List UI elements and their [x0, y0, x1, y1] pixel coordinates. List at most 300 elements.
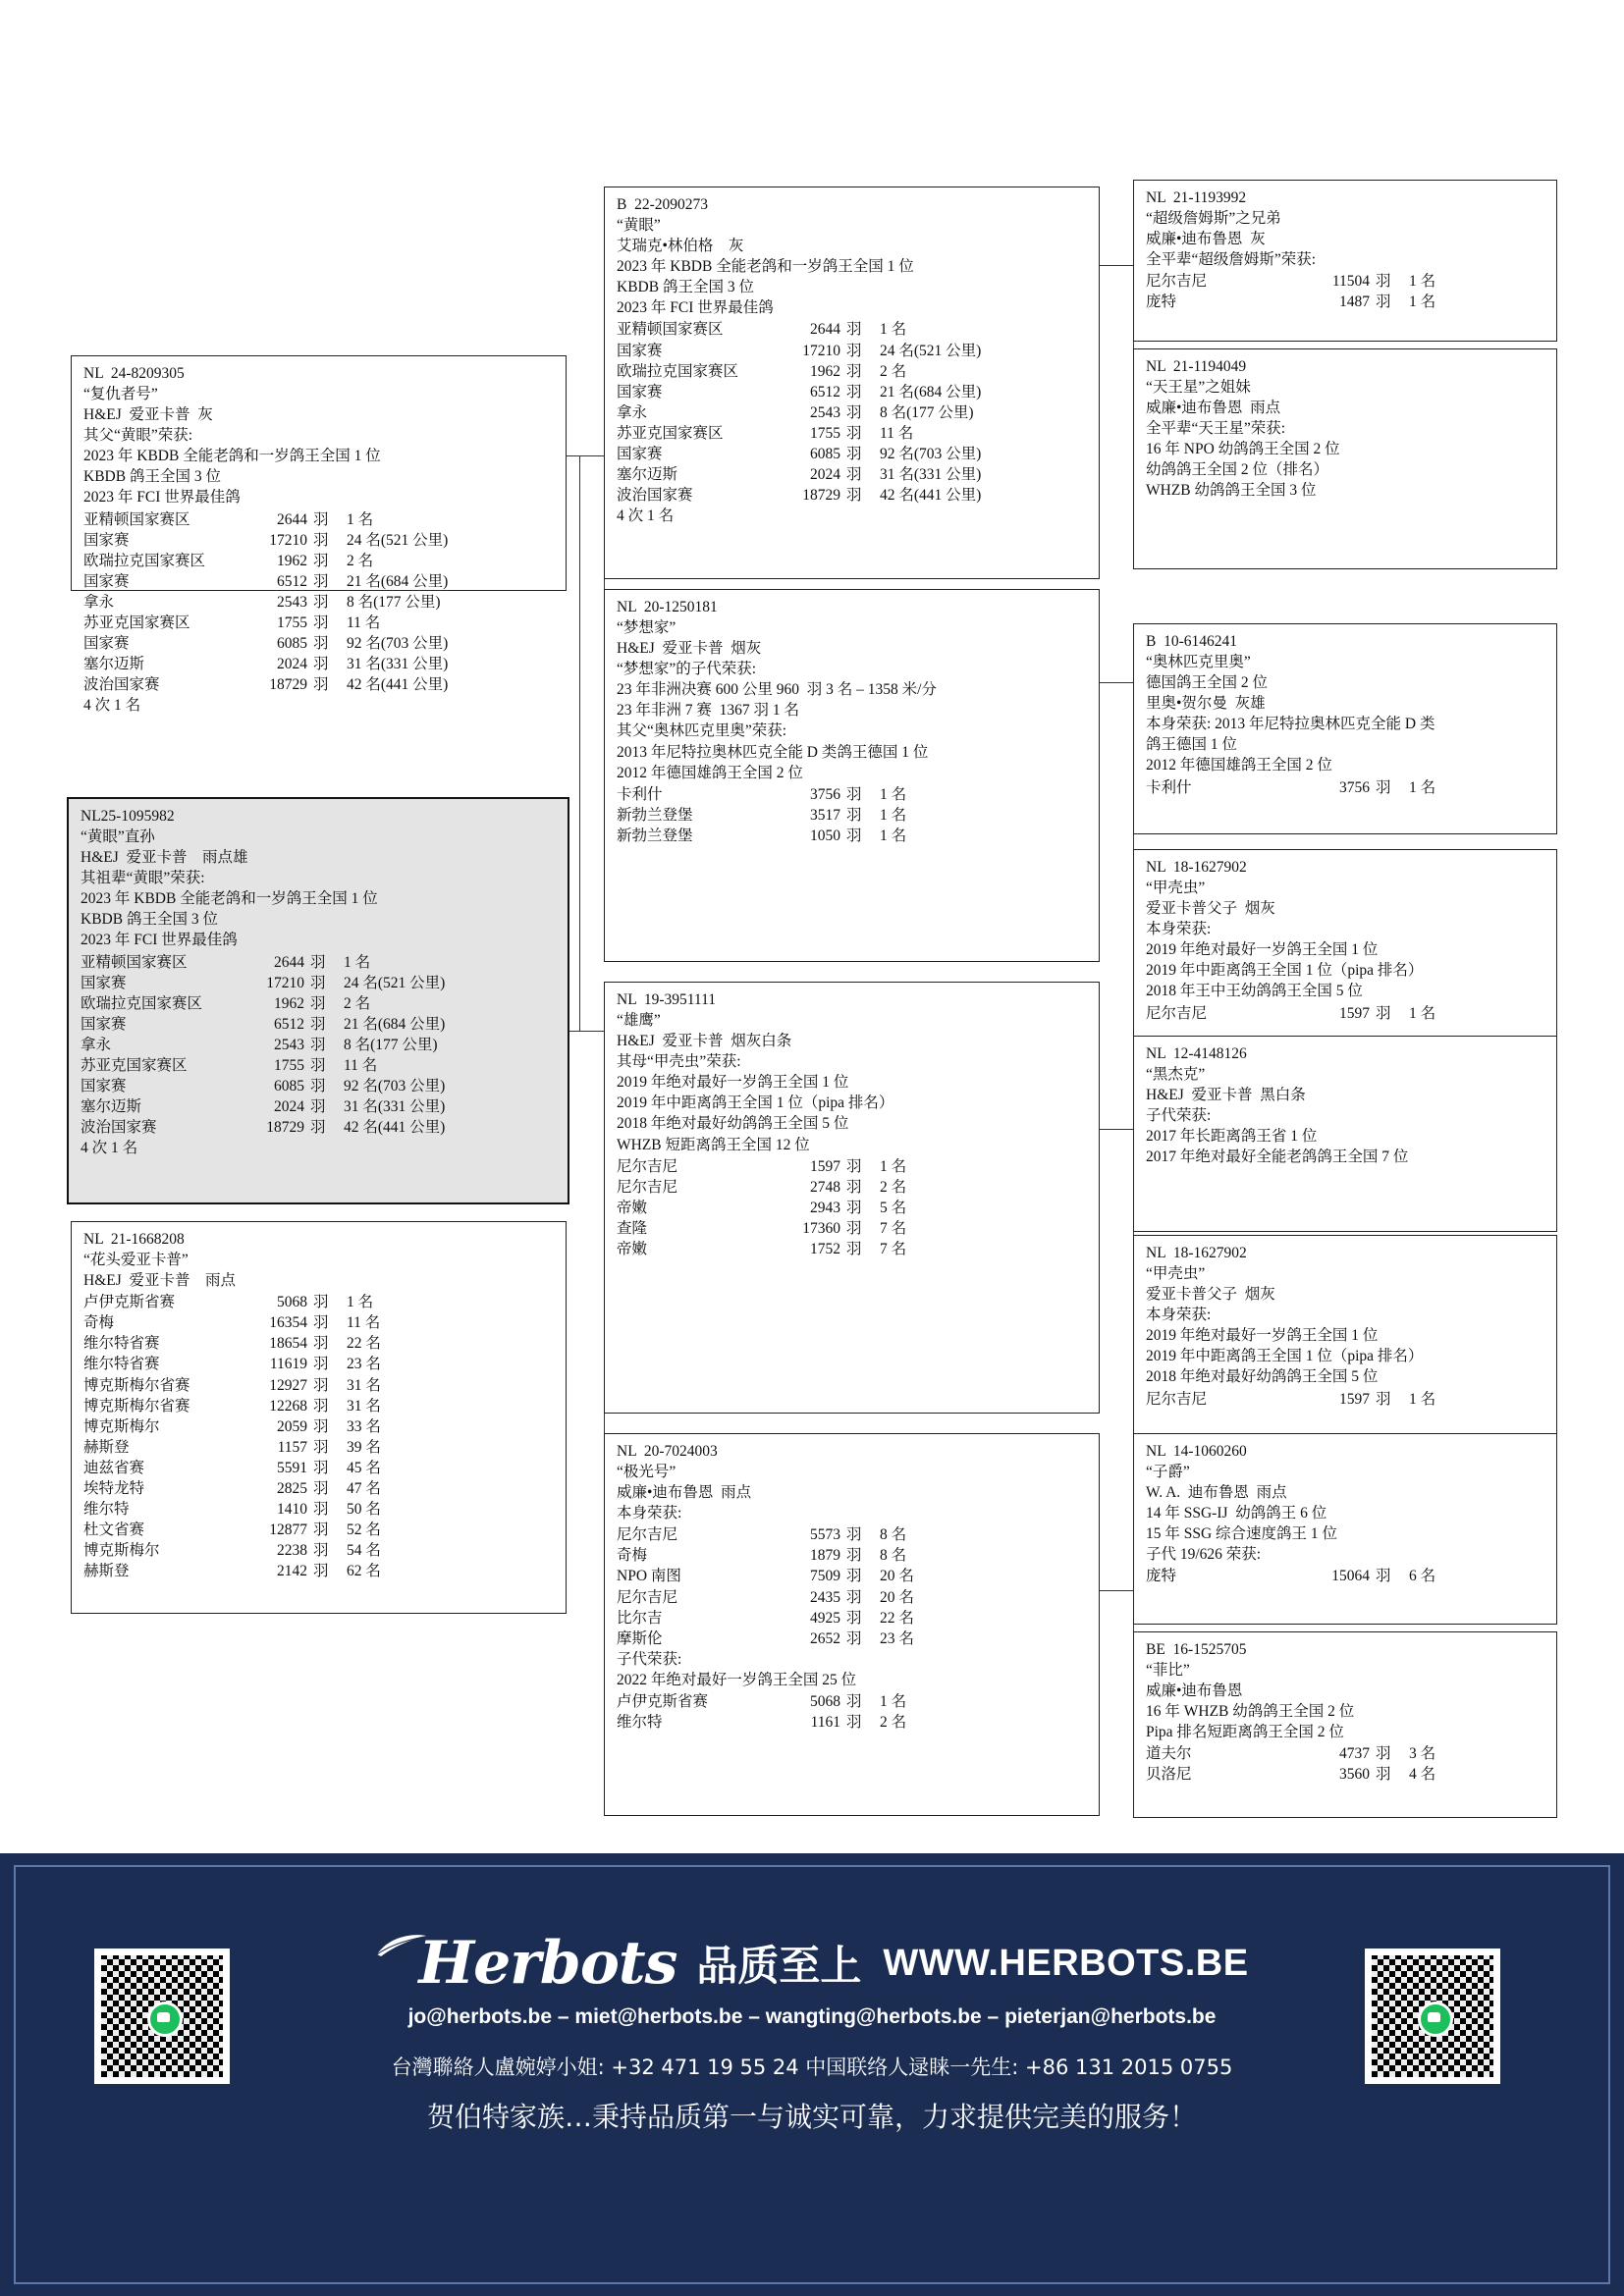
result-cell: 羽: [1376, 1004, 1391, 1022]
result-cell: 2543: [810, 403, 840, 421]
box-text-line: “菲比”: [1146, 1662, 1190, 1680]
result-rows: [1146, 271, 1546, 312]
ring-number: B 22-2090273: [617, 196, 708, 213]
result-cell: 羽: [313, 614, 329, 631]
result-cell: 羽: [313, 635, 329, 653]
result-row: [1146, 1566, 1546, 1586]
result-cell: 羽: [310, 1015, 326, 1033]
result-cell: 11 名: [347, 1314, 381, 1332]
result-cell: 羽: [1376, 273, 1391, 291]
box-text-line: 子代 19/626 荣获:: [1146, 1546, 1262, 1564]
result-cell: 维尔特省赛: [83, 1335, 160, 1353]
result-cell: 1 名: [880, 321, 907, 339]
result-row: [83, 633, 556, 654]
result-cell: 4925: [810, 1609, 840, 1627]
result-cell: 羽: [846, 424, 862, 442]
result-cell: 1597: [810, 1157, 840, 1175]
result-cell: 国家赛: [617, 445, 663, 462]
result-cell: 苏亚克国家赛区: [81, 1056, 188, 1074]
result-cell: 羽: [310, 1036, 326, 1053]
result-cell: 国家赛: [83, 572, 130, 590]
box-text-line: 德国鸽王全国 2 位: [1146, 674, 1269, 692]
result-cell: 2644: [277, 510, 307, 528]
result-cell: 羽: [310, 1056, 326, 1074]
brand-wordmark: Herbots: [418, 1929, 677, 1998]
box-tail: [617, 1649, 1089, 1690]
result-cell: 5573: [810, 1526, 840, 1544]
box-text-line: H&EJ 爱亚卡普 雨点雄: [81, 849, 248, 867]
result-cell: 羽: [310, 1078, 326, 1095]
result-row: [617, 1587, 1089, 1608]
result-cell: 23 名: [880, 1629, 914, 1647]
result-row: [617, 1608, 1089, 1629]
connector: [1100, 265, 1133, 266]
result-cell: 尼尔吉尼: [1146, 1390, 1208, 1408]
box-tail: [81, 1138, 558, 1158]
result-cell: 2 名: [880, 362, 907, 380]
result-cell: 1 名: [1409, 778, 1436, 796]
box-text-line: 16 年 WHZB 幼鸽鸽王全国 2 位: [1146, 1703, 1355, 1721]
result-cell: 羽: [313, 1501, 329, 1519]
result-cell: 帝嫩: [617, 1240, 648, 1257]
pedigree-box-ggf-3: [1133, 1036, 1557, 1232]
result-cell: 1 名: [347, 510, 374, 528]
box-text-line: H&EJ 爱亚卡普 雨点: [83, 1272, 237, 1290]
ring-number: NL 20-7024003: [617, 1443, 718, 1460]
result-row: [83, 1540, 556, 1561]
result-cell: 欧瑞拉克国家赛区: [617, 362, 739, 380]
result-cell: 1597: [1339, 1004, 1370, 1022]
result-cell: 拿永: [81, 1036, 112, 1053]
result-cell: 羽: [846, 403, 862, 421]
brand-slogan-cn: 品质至上: [696, 1942, 862, 1990]
result-cell: 1 名: [347, 1294, 374, 1311]
box-text-line: “天王星”之姐妹: [1146, 379, 1251, 397]
result-cell: 维尔特省赛: [83, 1356, 160, 1373]
result-cell: 羽: [846, 1588, 862, 1606]
result-row: [81, 1096, 558, 1117]
result-cell: 羽: [846, 827, 862, 844]
result-cell: 羽: [313, 1563, 329, 1580]
box-text-line: WHZB 幼鸽鸽王全国 3 位: [1146, 482, 1317, 500]
result-cell: 塞尔迈斯: [83, 656, 145, 673]
result-row: [617, 444, 1089, 464]
result-cell: 亚精顿国家赛区: [617, 321, 724, 339]
box-text-line: 2018 年绝对最好幼鸽鸽王全国 5 位: [1146, 1368, 1379, 1386]
box-text-line: 2023 年 FCI 世界最佳鸽: [617, 299, 774, 317]
result-row: [83, 1561, 556, 1581]
box-text-line: 2019 年绝对最好一岁鸽王全国 1 位: [617, 1074, 849, 1092]
result-row: [1146, 1743, 1546, 1764]
result-cell: 羽: [846, 806, 862, 824]
box-text-line: 2023 年 FCI 世界最佳鸽: [81, 932, 238, 949]
result-row: [617, 1198, 1089, 1218]
result-cell: 2748: [810, 1178, 840, 1196]
box-text-line: 14 年 SSG-IJ 幼鸽鸽王 6 位: [1146, 1505, 1327, 1522]
result-cell: 2238: [277, 1542, 307, 1560]
result-cell: 羽: [846, 1157, 862, 1175]
result-cell: 11 名: [344, 1056, 378, 1074]
result-cell: 1755: [274, 1056, 304, 1074]
ring-number: NL 12-4148126: [1146, 1045, 1247, 1062]
result-row: [617, 485, 1089, 506]
result-cell: 7 名: [880, 1219, 907, 1237]
result-cell: 1050: [810, 827, 840, 844]
result-cell: 羽: [313, 593, 329, 611]
result-row: [83, 1354, 556, 1374]
result-cell: 苏亚克国家赛区: [617, 424, 724, 442]
result-cell: 羽: [846, 1547, 862, 1565]
result-cell: 博克斯梅尔: [83, 1417, 160, 1435]
result-cell: 1962: [277, 552, 307, 569]
brand-row: [0, 1929, 1624, 1998]
contact-phones: 台灣聯絡人盧婉婷小姐: +32 471 19 55 24 中国联络人逯睐一先生: +86 131 2015 0755: [391, 2056, 1233, 2079]
result-cell: 奇梅: [83, 1314, 115, 1332]
result-cell: 羽: [313, 552, 329, 569]
website-url[interactable]: WWW.HERBOTS.BE: [883, 1942, 1249, 1984]
result-rows: [617, 1156, 1089, 1259]
box-text-line: 威廉•迪布鲁恩 雨点: [1146, 400, 1281, 417]
result-cell: 羽: [846, 1240, 862, 1257]
result-cell: 42 名(441 公里): [347, 676, 449, 694]
result-row: [83, 654, 556, 674]
box-lines: [617, 1010, 1089, 1155]
result-cell: 新勃兰登堡: [617, 806, 693, 824]
result-cell: 1 名: [1409, 294, 1436, 311]
result-cell: 21 名(684 公里): [347, 572, 449, 590]
result-cell: 贝洛尼: [1146, 1766, 1192, 1784]
result-cell: 92 名(703 公里): [347, 635, 449, 653]
result-cell: 赫斯登: [83, 1438, 130, 1456]
box-text-line: 2017 年长距离鸽王省 1 位: [1146, 1128, 1318, 1146]
result-cell: 羽: [1376, 778, 1391, 796]
result-cell: 2024: [810, 466, 840, 484]
box-text-line: KBDB 鸽王全国 3 位: [83, 468, 221, 486]
result-cell: 博克斯梅尔省赛: [83, 1376, 190, 1394]
result-cell: 羽: [313, 676, 329, 694]
footer-tagline: 贺伯特家族…秉持品质第一与诚实可靠，力求提供完美的服务！: [426, 2101, 1197, 2133]
result-cell: 卡利什: [1146, 778, 1192, 796]
box-text-line: H&EJ 爱亚卡普 烟灰白条: [617, 1033, 792, 1050]
result-cell: 7 名: [880, 1240, 907, 1257]
result-cell: 45 名: [347, 1459, 381, 1476]
result-cell: 39 名: [347, 1438, 381, 1456]
result-cell: 羽: [313, 656, 329, 673]
result-cell: 3756: [810, 785, 840, 803]
ring-number: BE 16-1525705: [1146, 1641, 1247, 1658]
result-cell: 亚精顿国家赛区: [81, 953, 188, 971]
result-cell: 羽: [846, 785, 862, 803]
box-text-line: 威廉•迪布鲁恩 灰: [1146, 231, 1266, 248]
box-text-line: 2012 年德国雄鸽王全国 2 位: [1146, 757, 1332, 774]
result-cell: NPO 南图: [617, 1568, 681, 1585]
result-cell: 道夫尔: [1146, 1745, 1192, 1763]
result-cell: 拿永: [83, 593, 115, 611]
result-cell: 羽: [846, 1199, 862, 1216]
box-text-line: 威廉•迪布鲁恩 雨点: [617, 1484, 752, 1502]
result-cell: 尼尔吉尼: [1146, 273, 1208, 291]
box-text-line: 本身荣获:: [1146, 921, 1212, 938]
result-cell: 埃特龙特: [83, 1479, 145, 1497]
box-text-line: 子代荣获:: [617, 1650, 682, 1668]
box-text-line: 2022 年绝对最好一岁鸽王全国 25 位: [617, 1671, 857, 1688]
box-text-line: H&EJ 爱亚卡普 烟灰: [617, 640, 762, 658]
box-text-line: 2019 年中距离鸽王全国 1 位（pipa 排名）: [617, 1095, 894, 1112]
result-row: [617, 464, 1089, 485]
box-lines: [1146, 878, 1546, 1001]
box-text-line: KBDB 鸽王全国 3 位: [617, 279, 754, 296]
result-row: [81, 1076, 558, 1096]
ring-number: NL 18-1627902: [1146, 1245, 1247, 1261]
result-cell: 赫斯登: [83, 1563, 130, 1580]
result-row: [617, 1239, 1089, 1259]
ring-number: NL 24-8209305: [83, 365, 185, 382]
result-row: [83, 1499, 556, 1520]
result-cell: 1 名: [880, 827, 907, 844]
result-row: [83, 551, 556, 571]
box-text-line: “雄鹰”: [617, 1012, 661, 1030]
result-row: [83, 509, 556, 530]
result-cell: 18729: [266, 1119, 304, 1137]
contact-emails[interactable]: jo@herbots.be – miet@herbots.be – wangting@herbots.be – pieterjan@herbots.be: [407, 2005, 1217, 2028]
result-row: [1146, 1003, 1546, 1024]
result-cell: 3756: [1339, 778, 1370, 796]
result-cell: 24 名(521 公里): [880, 342, 982, 359]
result-cell: 47 名: [347, 1479, 381, 1497]
pedigree-box-ggm-1: [1133, 348, 1557, 569]
result-cell: 尼尔吉尼: [617, 1178, 678, 1196]
result-cell: 20 名: [880, 1568, 914, 1585]
pedigree-box-mother: [71, 1221, 567, 1614]
result-cell: 24 名(521 公里): [344, 974, 446, 991]
box-text-line: 2019 年中距离鸽王全国 1 位（pipa 排名）: [1146, 962, 1424, 980]
result-row: [617, 1218, 1089, 1239]
box-lines: [1146, 377, 1546, 501]
result-cell: 2652: [810, 1629, 840, 1647]
result-cell: 卢伊克斯省赛: [617, 1692, 709, 1710]
box-text-line: 23 年非洲决赛 600 公里 960 羽 3 名 – 1358 米/分: [617, 681, 937, 699]
box-text-line: 2019 年绝对最好一岁鸽王全国 1 位: [1146, 941, 1379, 959]
box-text-line: 2023 年 FCI 世界最佳鸽: [83, 489, 241, 507]
pedigree-box-grandfather-paternal: [604, 187, 1100, 579]
result-cell: 苏亚克国家赛区: [83, 614, 190, 631]
result-cell: 50 名: [347, 1501, 381, 1519]
result-cell: 新勃兰登堡: [617, 827, 693, 844]
result-cell: 6085: [277, 635, 307, 653]
result-row: [83, 1333, 556, 1354]
box-text-line: 里奥•贺尔曼 灰雄: [1146, 695, 1266, 713]
result-cell: 3 名: [1409, 1745, 1436, 1763]
box-text-line: 其母“甲壳虫”荣获:: [617, 1053, 741, 1071]
result-cell: 羽: [310, 953, 326, 971]
result-row: [617, 784, 1089, 805]
result-cell: 22 名: [347, 1335, 381, 1353]
result-cell: 23 名: [347, 1356, 381, 1373]
result-cell: 2943: [810, 1199, 840, 1216]
result-row: [617, 402, 1089, 423]
result-rows: [83, 1292, 556, 1581]
result-cell: 8 名(177 公里): [347, 593, 441, 611]
result-row: [617, 1177, 1089, 1198]
result-cell: 1962: [274, 994, 304, 1012]
result-row: [83, 1437, 556, 1458]
box-text-line: “奥林匹克里奥”: [1146, 654, 1251, 671]
result-cell: 羽: [1376, 1568, 1391, 1585]
result-cell: 羽: [846, 362, 862, 380]
result-cell: 国家赛: [83, 531, 130, 549]
result-cell: 1 名: [1409, 273, 1436, 291]
connector: [1100, 682, 1133, 683]
result-cell: 塞尔迈斯: [81, 1098, 142, 1116]
box-text-line: 2012 年德国雄鸽王全国 2 位: [617, 764, 803, 781]
result-row: [83, 571, 556, 592]
result-cell: 6512: [810, 383, 840, 400]
result-row: [617, 1545, 1089, 1566]
result-cell: 18729: [269, 676, 307, 694]
result-cell: 6512: [274, 1015, 304, 1033]
result-cell: 52 名: [347, 1522, 381, 1539]
box-text-line: 23 年非洲 7 赛 1367 羽 1 名: [617, 702, 800, 720]
result-rows: [1146, 1003, 1546, 1024]
box-text-line: “梦想家”: [617, 619, 677, 637]
result-cell: 5 名: [880, 1199, 907, 1216]
connector: [1100, 1590, 1133, 1591]
result-cell: 羽: [846, 1568, 862, 1585]
box-text-line: “黄眼”: [617, 217, 661, 235]
result-cell: 8 名: [880, 1526, 907, 1544]
result-cell: 11 名: [347, 614, 381, 631]
result-cell: 31 名(331 公里): [344, 1098, 446, 1116]
box-tail: [617, 506, 1089, 526]
leaf-icon: [375, 1933, 428, 1958]
result-cell: 羽: [1376, 1766, 1391, 1784]
box-text-line: 其父“黄眼”荣获:: [83, 427, 193, 445]
result-row: [617, 826, 1089, 846]
ring-number: NL 20-1250181: [617, 599, 718, 615]
result-cell: 2 名: [880, 1178, 907, 1196]
result-cell: 尼尔吉尼: [617, 1588, 678, 1606]
ring-number: NL 18-1627902: [1146, 859, 1247, 876]
result-cell: 羽: [846, 466, 862, 484]
result-cell: 1 名: [880, 785, 907, 803]
result-cell: 11504: [1331, 273, 1370, 291]
ring-number: B 10-6146241: [1146, 633, 1237, 650]
result-cell: 18729: [802, 487, 840, 505]
box-text-line: 2017 年绝对最好全能老鸽鸽王全国 7 位: [1146, 1148, 1409, 1166]
result-cell: 1157: [277, 1438, 307, 1456]
box-text-line: 本身荣获:: [617, 1505, 682, 1522]
box-lines: [1146, 1660, 1546, 1742]
result-rows: [83, 509, 556, 696]
result-cell: 18654: [269, 1335, 307, 1353]
box-text-line: 2023 年 KBDB 全能老鸽和一岁鸽王全国 1 位: [83, 448, 381, 465]
result-row: [617, 1691, 1089, 1712]
result-cell: 2 名: [344, 994, 371, 1012]
result-rows: [617, 319, 1089, 506]
box-text-line: 2013 年尼特拉奥林匹克全能 D 类鸽王德国 1 位: [617, 743, 929, 761]
result-cell: 42 名(441 公里): [880, 487, 982, 505]
result-cell: 12877: [269, 1522, 307, 1539]
result-row: [83, 1520, 556, 1540]
result-cell: 羽: [313, 531, 329, 549]
result-cell: 8 名(177 公里): [880, 403, 974, 421]
result-cell: 2825: [277, 1479, 307, 1497]
box-text-line: “黑杰克”: [1146, 1066, 1206, 1084]
result-cell: 6512: [277, 572, 307, 590]
connector: [579, 455, 580, 1031]
result-cell: 31 名: [347, 1397, 381, 1415]
box-text-line: “极光号”: [617, 1464, 677, 1481]
result-rows: [1146, 1389, 1546, 1410]
result-cell: 16354: [269, 1314, 307, 1332]
result-cell: 欧瑞拉克国家赛区: [81, 994, 203, 1012]
result-cell: 1 名: [880, 1692, 907, 1710]
result-cell: 波治国家赛: [83, 676, 160, 694]
result-cell: 3517: [810, 806, 840, 824]
result-cell: 维尔特: [617, 1714, 663, 1732]
result-cell: 帝嫩: [617, 1199, 648, 1216]
result-cell: 羽: [310, 974, 326, 991]
result-cell: 24 名(521 公里): [347, 531, 449, 549]
box-lines: [83, 1250, 556, 1291]
result-cell: 17360: [802, 1219, 840, 1237]
connector: [1100, 1129, 1133, 1130]
result-cell: 羽: [313, 1522, 329, 1539]
result-cell: 22 名: [880, 1609, 914, 1627]
result-row: [83, 1312, 556, 1333]
result-row: [617, 1629, 1089, 1649]
result-cell: 8 名: [880, 1547, 907, 1565]
result-cell: 5591: [277, 1459, 307, 1476]
result-rows-secondary: [617, 1691, 1089, 1733]
result-cell: 21 名(684 公里): [344, 1015, 446, 1033]
box-text-line: 幼鸽鸽王全国 2 位（排名）: [1146, 461, 1329, 479]
result-cell: 国家赛: [83, 635, 130, 653]
result-cell: 羽: [310, 1098, 326, 1116]
result-row: [81, 973, 558, 993]
result-cell: 比尔吉: [617, 1609, 663, 1627]
result-cell: 11619: [269, 1356, 307, 1373]
box-text-line: 子代荣获:: [1146, 1107, 1212, 1125]
result-cell: 欧瑞拉克国家赛区: [83, 552, 206, 569]
result-row: [81, 1055, 558, 1076]
box-text-line: “黄眼”直孙: [81, 828, 155, 846]
box-text-line: WHZB 短距离鸽王全国 12 位: [617, 1136, 810, 1153]
result-cell: 羽: [846, 445, 862, 462]
result-rows: [81, 952, 558, 1139]
box-lines: [83, 384, 556, 507]
result-rows: [1146, 777, 1546, 798]
result-rows: [617, 1524, 1089, 1648]
result-cell: 卡利什: [617, 785, 663, 803]
result-cell: 2 名: [347, 552, 374, 569]
box-lines: [617, 215, 1089, 318]
result-row: [617, 382, 1089, 402]
result-cell: 2435: [810, 1588, 840, 1606]
box-text-line: 16 年 NPO 幼鸽鸽王全国 2 位: [1146, 441, 1340, 458]
result-cell: 15064: [1331, 1568, 1370, 1585]
box-text-line: 其祖辈“黄眼”荣获:: [81, 870, 205, 887]
result-rows: [1146, 1566, 1546, 1586]
result-cell: 42 名(441 公里): [344, 1119, 446, 1137]
box-text-line: 2019 年中距离鸽王全国 1 位（pipa 排名）: [1146, 1348, 1424, 1365]
box-text-line: 鸽王德国 1 位: [1146, 736, 1238, 754]
result-cell: 羽: [846, 1714, 862, 1732]
result-cell: 2543: [277, 593, 307, 611]
result-cell: 1 名: [1409, 1390, 1436, 1408]
result-row: [617, 805, 1089, 826]
box-text-line: H&EJ 爱亚卡普 黑白条: [1146, 1087, 1306, 1104]
